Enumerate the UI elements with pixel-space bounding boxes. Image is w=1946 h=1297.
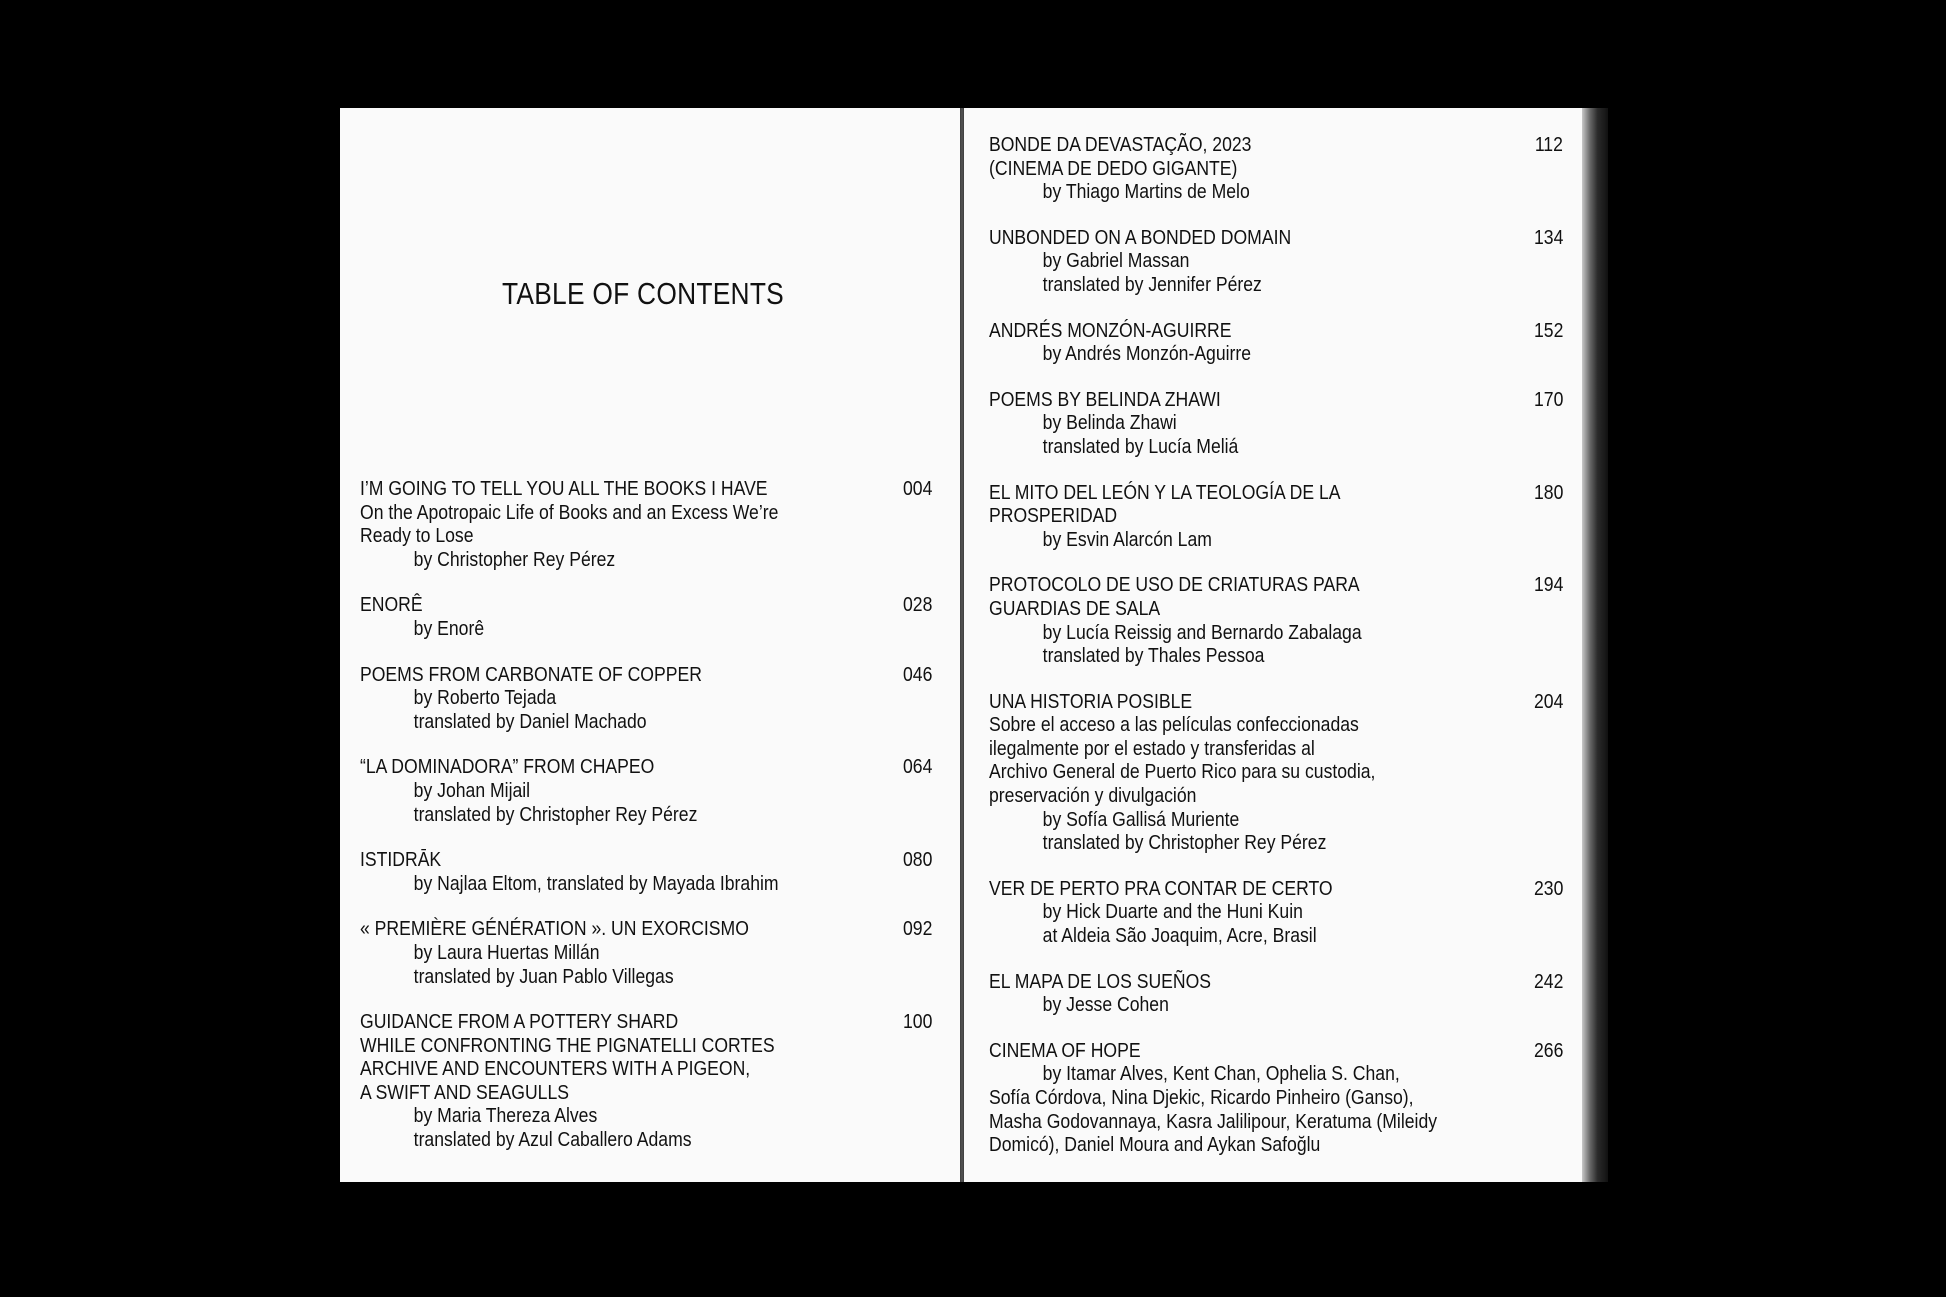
entry-subtitle: Ready to Lose xyxy=(360,525,474,548)
entry-credit: translated by Lucía Meliá xyxy=(1042,435,1239,458)
entry-title: GUIDANCE FROM A POTTERY SHARD xyxy=(360,1011,679,1034)
entry-title: I’M GOING TO TELL YOU ALL THE BOOKS I HAVE xyxy=(360,478,768,500)
entry-title: CINEMA OF HOPE xyxy=(989,1039,1141,1062)
entry-subtitle: Sobre el acceso a las películas confeccionadas xyxy=(989,714,1359,737)
page-number: 134 xyxy=(1533,226,1563,249)
entry-subtitle: Archivo General de Puerto Rico para su custodia, xyxy=(989,761,1376,784)
entry-credit: translated by Christopher Rey Pérez xyxy=(413,803,698,826)
page-number: 204 xyxy=(1533,690,1563,713)
toc-entry xyxy=(989,1040,1563,1158)
toc-entry xyxy=(360,664,932,735)
toc-entry xyxy=(989,691,1563,856)
entry-credit: by Esvin Alarcón Lam xyxy=(1042,528,1212,551)
toc-entry xyxy=(989,878,1563,949)
page-edges xyxy=(1582,108,1608,1182)
entry-subtitle: GUARDIAS DE SALA xyxy=(989,597,1161,620)
page-number: 194 xyxy=(1533,574,1563,597)
entry-title: UNA HISTORIA POSIBLE xyxy=(989,690,1193,713)
page-number: 180 xyxy=(1533,481,1563,504)
entry-credit: by Sofía Gallisá Muriente xyxy=(1042,808,1240,831)
toc-entry xyxy=(360,918,932,989)
entry-credit: Domicó), Daniel Moura and Aykan Safoğlu xyxy=(989,1134,1321,1157)
toc-entry xyxy=(360,478,932,572)
entry-credit: translated by Jennifer Pérez xyxy=(1042,273,1262,296)
entry-credit: by Maria Thereza Alves xyxy=(413,1105,598,1128)
entry-title: “LA DOMINADORA” FROM CHAPEO xyxy=(360,756,655,779)
entry-credit: by Belinda Zhawi xyxy=(1042,412,1177,435)
right-page xyxy=(964,108,1582,1182)
entry-subtitle: preservación y divulgación xyxy=(989,785,1197,808)
toc-entry xyxy=(360,756,932,827)
page-number: 230 xyxy=(1533,877,1563,900)
entry-credit: by Roberto Tejada xyxy=(413,687,557,710)
entry-credit: by Christopher Rey Pérez xyxy=(413,548,616,571)
entry-subtitle: PROSPERIDAD xyxy=(989,505,1118,528)
page-number: 092 xyxy=(902,918,932,941)
entry-title: POEMS FROM CARBONATE OF COPPER xyxy=(360,663,702,686)
entry-credit: translated by Daniel Machado xyxy=(413,710,647,733)
entry-credit: translated by Christopher Rey Pérez xyxy=(1042,832,1327,855)
entry-title: ENORÊ xyxy=(360,594,423,617)
entry-credit: by Laura Huertas Millán xyxy=(413,941,600,964)
toc-entry xyxy=(989,574,1563,668)
page-number: 028 xyxy=(902,594,932,617)
entry-title: POEMS BY BELINDA ZHAWI xyxy=(989,388,1221,411)
entry-subtitle: ilegalmente por el estado y transferidas al xyxy=(989,737,1315,760)
entry-credit: by Lucía Reissig and Bernardo Zabalaga xyxy=(1042,621,1362,644)
entry-subtitle: WHILE CONFRONTING THE PIGNATELLI CORTES xyxy=(360,1034,775,1057)
entry-credit: by Hick Duarte and the Huni Kuin xyxy=(1042,901,1303,924)
entry-credit: Masha Godovannaya, Kasra Jalilipour, Keratuma (Mileidy xyxy=(989,1110,1438,1133)
toc-entry xyxy=(989,134,1563,205)
page-number: 266 xyxy=(1533,1039,1563,1062)
page-number: 064 xyxy=(902,756,932,779)
entry-credit: translated by Azul Caballero Adams xyxy=(413,1129,692,1152)
toc-entry xyxy=(989,320,1563,367)
toc-entry xyxy=(360,1011,932,1153)
entry-subtitle: A SWIFT AND SEAGULLS xyxy=(360,1081,569,1104)
entry-title: BONDE DA DEVASTAÇÃO, 2023 xyxy=(989,134,1252,156)
entry-subtitle: On the Apotropaic Life of Books and an Excess We’re xyxy=(360,501,779,524)
page-number: 242 xyxy=(1533,970,1563,993)
entry-credit: Sofía Córdova, Nina Djekic, Ricardo Pinheiro (Ganso), xyxy=(989,1087,1414,1109)
entry-credit: by Jesse Cohen xyxy=(1042,994,1169,1017)
toc-list-right xyxy=(989,134,1563,1158)
toc-entry xyxy=(989,227,1563,298)
toc-entry xyxy=(989,482,1563,553)
entry-title: ANDRÉS MONZÓN-AGUIRRE xyxy=(989,319,1232,342)
entry-credit: by Johan Mijail xyxy=(413,779,531,802)
entry-credit: translated by Thales Pessoa xyxy=(1042,645,1265,668)
page-title: TABLE OF CONTENTS xyxy=(502,276,785,311)
entry-title: « PREMIÈRE GÉNÉRATION ». UN EXORCISMO xyxy=(360,918,749,941)
page-number: 046 xyxy=(902,663,932,686)
entry-title: VER DE PERTO PRA CONTAR DE CERTO xyxy=(989,877,1333,900)
entry-title: UNBONDED ON A BONDED DOMAIN xyxy=(989,226,1292,249)
entry-subtitle: ARCHIVE AND ENCOUNTERS WITH A PIGEON, xyxy=(360,1058,751,1081)
entry-subtitle: (CINEMA DE DEDO GIGANTE) xyxy=(989,157,1238,180)
entry-title: PROTOCOLO DE USO DE CRIATURAS PARA xyxy=(989,574,1360,597)
entry-credit: by Najlaa Eltom, translated by Mayada Ibrahim xyxy=(413,872,779,895)
entry-title: ISTIDRĀK xyxy=(360,849,442,872)
entry-credit: by Itamar Alves, Kent Chan, Ophelia S. Chan, xyxy=(1042,1063,1400,1086)
page-number: 080 xyxy=(902,849,932,872)
entry-title: EL MAPA DE LOS SUEÑOS xyxy=(989,970,1212,993)
entry-credit: by Andrés Monzón-Aguirre xyxy=(1042,343,1252,366)
entry-credit: by Enorê xyxy=(413,617,485,640)
page-number: 112 xyxy=(1534,134,1563,156)
toc-entry xyxy=(989,389,1563,460)
entry-credit: by Gabriel Massan xyxy=(1042,250,1190,273)
page-number: 170 xyxy=(1533,388,1563,411)
toc-list-left xyxy=(360,478,932,1153)
entry-credit: translated by Juan Pablo Villegas xyxy=(413,965,674,988)
toc-entry xyxy=(360,594,932,641)
toc-entry xyxy=(989,971,1563,1018)
entry-credit: by Thiago Martins de Melo xyxy=(1042,181,1250,204)
entry-credit: at Aldeia São Joaquim, Acre, Brasil xyxy=(1042,925,1317,948)
toc-entry xyxy=(360,849,932,896)
page-number: 152 xyxy=(1533,319,1563,342)
entry-title: EL MITO DEL LEÓN Y LA TEOLOGÍA DE LA xyxy=(989,481,1341,504)
left-page xyxy=(340,108,960,1182)
page-number: 100 xyxy=(902,1011,932,1034)
page-number: 004 xyxy=(902,478,932,500)
